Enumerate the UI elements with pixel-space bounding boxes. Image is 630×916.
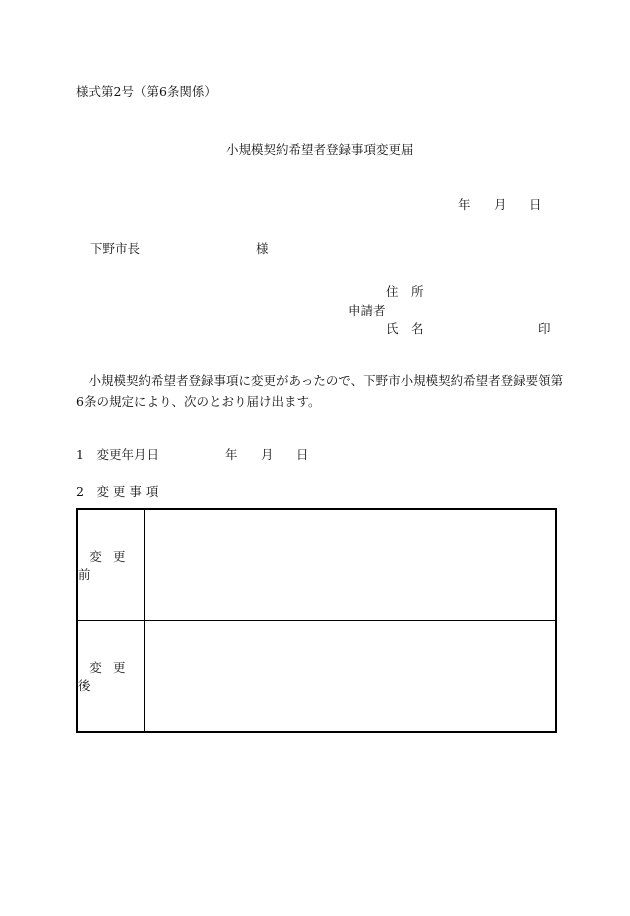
change-table [76, 508, 557, 733]
addressee-name: 下野市長 [90, 241, 141, 256]
name-label: 氏 名 [386, 321, 424, 336]
form-number: 様式第2号（第6条関係） [76, 84, 217, 99]
date-year: 年 [458, 197, 471, 212]
date-month: 月 [494, 197, 507, 212]
change-date-day: 日 [296, 447, 309, 462]
date-day: 日 [529, 197, 542, 212]
change-date-label: 1 変更年月日 [76, 447, 159, 462]
document-title: 小規模契約希望者登録事項変更届 [226, 142, 414, 157]
seal-mark: 印 [538, 321, 551, 336]
change-items-label: 2 変 更 事 項 [76, 484, 159, 499]
table-row-after [78, 621, 555, 731]
before-value[interactable] [145, 510, 555, 620]
change-date-year: 年 [225, 447, 238, 462]
table-row-before [78, 510, 555, 621]
after-value[interactable] [145, 621, 555, 731]
addressee-honorific: 様 [256, 241, 269, 256]
before-label: 変更前 [78, 510, 145, 620]
after-label: 変更後 [78, 621, 145, 731]
address-label: 住 所 [386, 284, 424, 299]
change-date-month: 月 [261, 447, 274, 462]
body-paragraph: 小規模契約希望者登録事項に変更があったので、下野市小規模契約希望者登録要領第6条の規定により、次のとおり届け出ます。 [76, 373, 564, 409]
applicant-label: 申請者 [348, 303, 386, 318]
